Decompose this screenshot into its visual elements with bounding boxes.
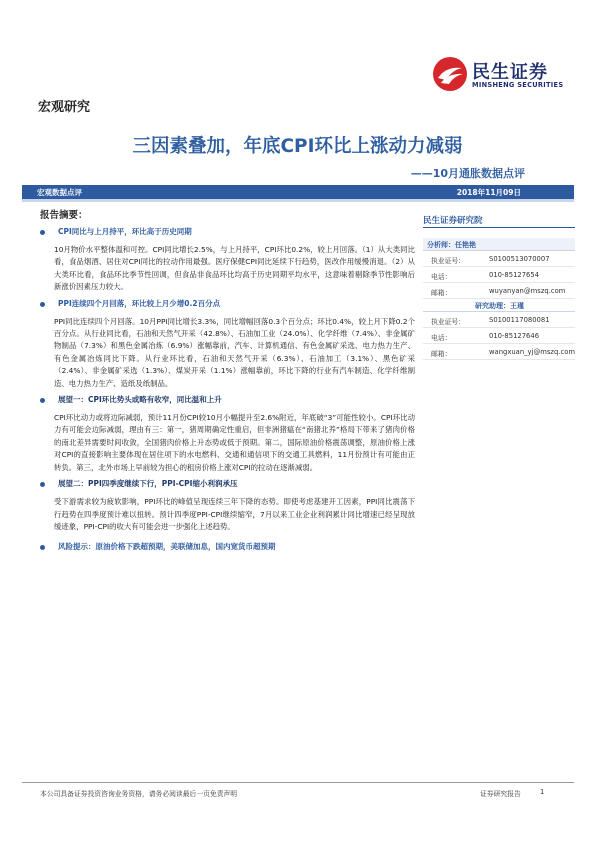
report-subtitle: ——10月通胀数据点评 [410, 167, 525, 180]
company-logo [432, 56, 572, 92]
section-paragraph: PPI同比连续四个月回落。10月PPI同比增长3.3%，同比增幅回落0.3个百分点；环比0.4%，较上月下降0.2个百分点。从行业同比看，石油和天然气开采（42.8%）、石油加工业（24.0%）、化学纤维（7.4%）、非金属矿物制品（7.3%）和黑色金属冶炼（6.9%）涨幅靠前，汽车、计算机通信、有色金属矿采选、电力热力生产、有色金属冶炼同比下降。从行业环比看，石油和天然气开采（6.3%）、石油加工（3.1%）、黑色矿采（2.4%）、非金属矿采选（1.3%）、煤炭开采（1.1%）涨幅靠前，环比下降的行业有汽车制造、化学纤维制造、电力热力生产、造纸及纸制品。 [54, 316, 415, 388]
analyst-heading: 分析师：任艳艳 [423, 238, 575, 251]
summary-label: 报告摘要： [40, 210, 88, 221]
assistant-heading: 研究助理：王瑾 [423, 299, 575, 312]
report-category: 宏观研究 [38, 100, 91, 115]
footer-divider [22, 782, 574, 783]
analyst-email[interactable]: 邮箱： wuyanyan@mszq.com [423, 283, 575, 299]
logo-chinese-name: 民生证券 [472, 62, 548, 83]
section-heading: CPI同比与上月持平，环比高于历史同期 [40, 226, 415, 240]
report-info-bar [22, 185, 574, 199]
bullet-icon [40, 482, 45, 487]
section-heading: 展望二：PPI四季度继续下行，PPI-CPI缩小利润承压 [40, 478, 415, 492]
divider [22, 199, 574, 202]
section-paragraph: 10月物价水平整体温和可控。CPI同比增长2.5%，与上月持平，CPI环比0.2%，较上月回落。（1）从大类同比看，食品烟酒、居住对CPI同比的拉动作用最强。医疗保健CPI同比延续下行趋势，医改作用缓慢消退。（2）从大类环比看，食品环比季节性回调，但食品非食品环比均高于历史同期平均水平，这意味着剔除季节性影响后新涨价因素压力较大。 [54, 245, 415, 292]
bullet-icon [40, 545, 45, 550]
bullet-icon [40, 398, 45, 403]
analyst-sidebar [423, 214, 575, 360]
assistant-email[interactable]: 邮箱： wangxuan_yj@mszq.com [423, 344, 575, 360]
section-paragraph: 受下游需求较为疲软影响，PPI环比的峰值呈现连续三年下降的态势。即使考虑基建开工因素，PPI同比震荡下行趋势在四季度预计难以扭转。预计四季度PPI-CPI继续缩窄，7月以来工业企业利润累计同比增速已经呈现放缓迹象，PPI-CPI的收大有可能会进一步强化上述趋势。 [54, 497, 415, 531]
institute-name: 民生证券研究院 [423, 214, 575, 228]
report-date: 2018年11月09日 [456, 188, 521, 197]
risk-heading: 风险提示：原油价格下跌超预期，美联储加息，国内宽货币超预期 [40, 541, 415, 555]
minsheng-logo-icon [432, 56, 468, 92]
section-paragraph: CPI环比动力或将边际减弱，预计11月份CPI较10月小幅提升至2.6%附近，年底破“3”可能性较小。CPI环比动力有可能会边际减弱，理由有三：第一，猪周期确定性重启，但非洲猪瘟在“南猪北养”格局下带来了猪肉价格的南北差异需要时间收敛，全国猪肉价格上升态势或低于预期。第二，国际原油价格震荡调整，原油价格上涨对CPI的直接影响主要体现在居住项下的水电燃料、交通和通信项下的交通工具燃料，11月份预计有可能由正转负。第三，北外市场上早前较为担心的租房价格上涨对CPI的拉动在逐渐减弱。 [54, 413, 415, 472]
report-type: 宏观数据点评 [37, 188, 82, 197]
section-heading: 展望一：CPI环比势头或略有收窄，同比温和上升 [40, 394, 415, 408]
bullet-icon [40, 230, 45, 235]
section-heading: PPI连续四个月回落，环比较上月少增0.2百分点 [40, 298, 415, 312]
assistant-phone: 电话： 010-85127646 [423, 328, 575, 344]
footer-report-type: 证券研究报告 [480, 790, 521, 798]
footer-disclaimer: 本公司具备证券投资咨询业务资格，请务必阅读最后一页免责声明 [40, 790, 238, 798]
logo-english-name: MINSHENG SECURITIES [472, 81, 564, 89]
summary-body [40, 226, 415, 559]
analyst-phone: 电话： 010-85127654 [423, 267, 575, 283]
report-title: 三因素叠加，年底CPI环比上涨动力减弱 [132, 136, 463, 157]
bullet-icon [40, 302, 45, 307]
page-number: 1 [540, 788, 545, 796]
analyst-license: 执业证号： S0100513070007 [423, 251, 575, 267]
assistant-license: 执业证号： S0100117080081 [423, 312, 575, 328]
